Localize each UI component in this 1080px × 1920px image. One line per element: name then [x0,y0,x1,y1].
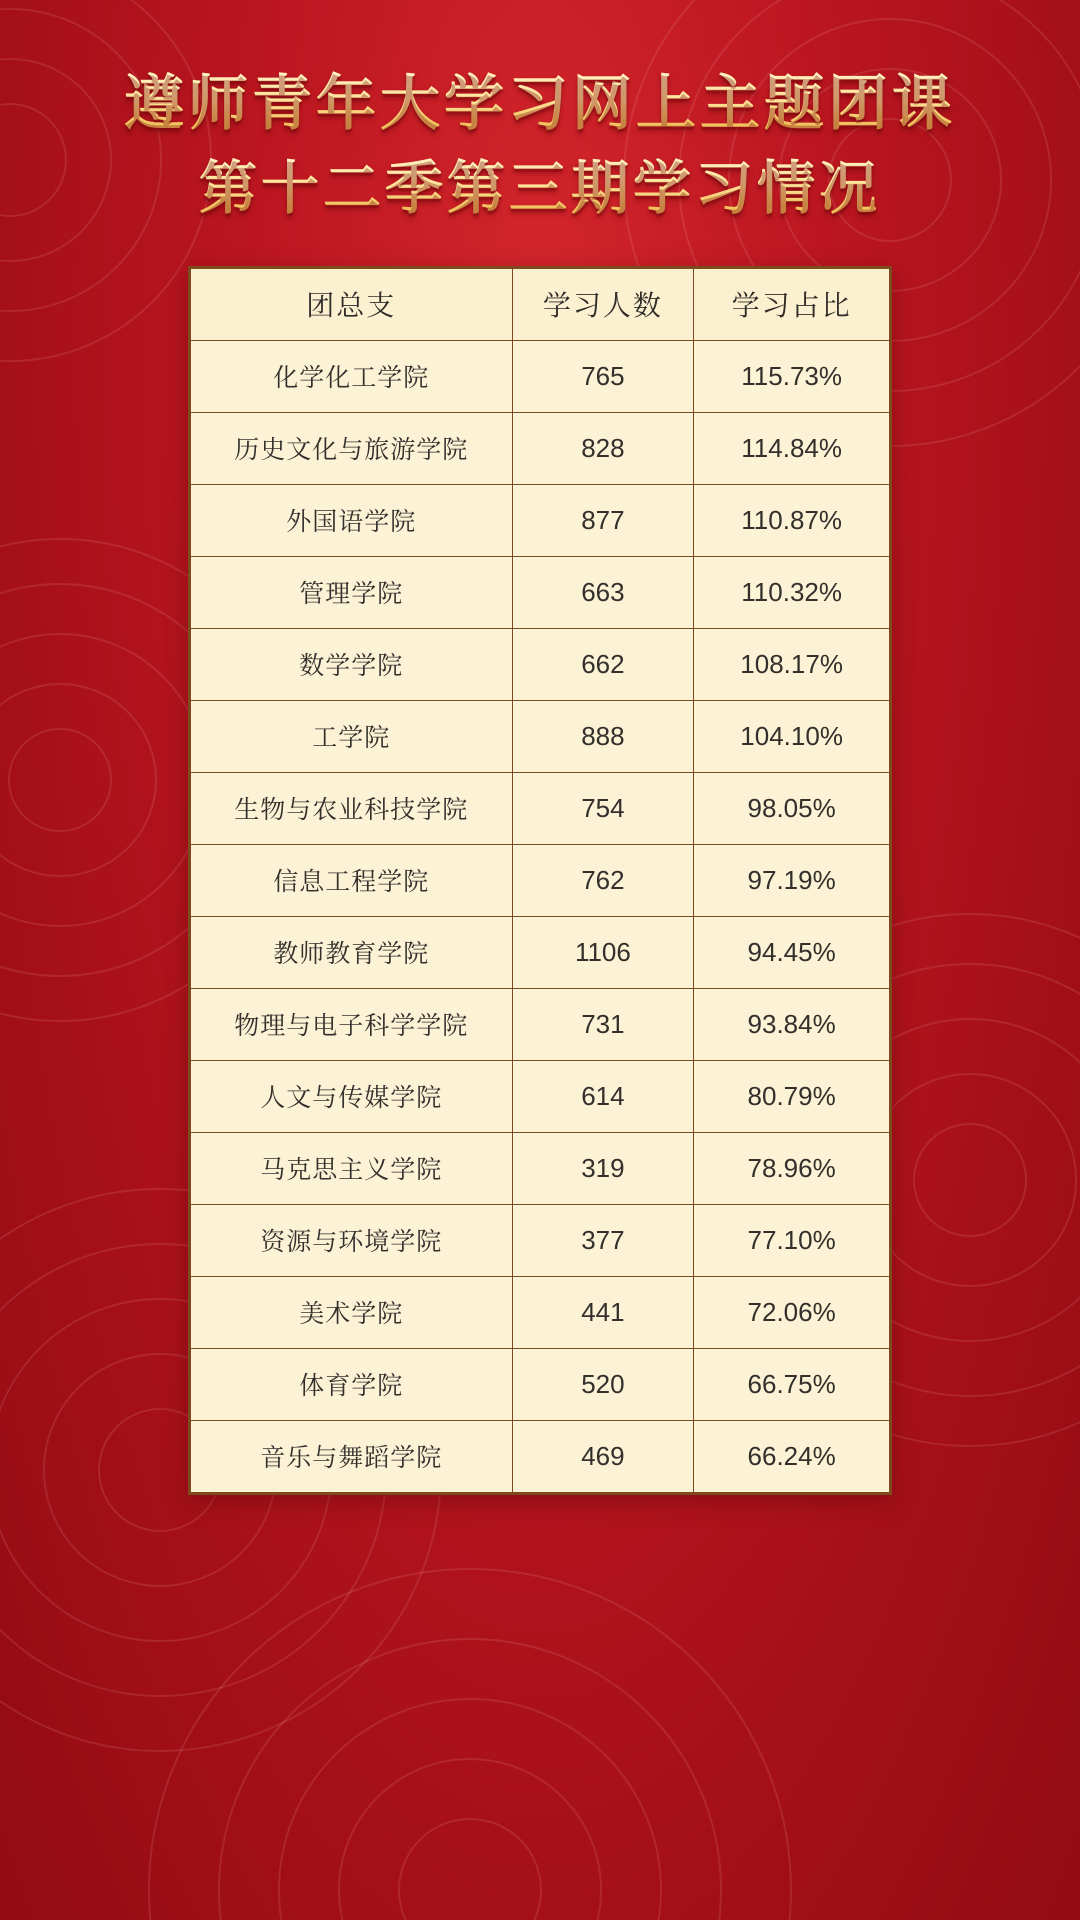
table-header [191,268,890,340]
cell-ratio: 77.10% [694,1204,890,1276]
cell-ratio: 110.87% [694,484,890,556]
cell-count: 762 [512,844,694,916]
table-row [191,1204,890,1276]
stats-table [190,268,890,1493]
cell-org: 物理与电子科学学院 [191,988,513,1060]
cell-org: 体育学院 [191,1348,513,1420]
table-row [191,412,890,484]
cell-org: 教师教育学院 [191,916,513,988]
table-row [191,772,890,844]
cell-count: 731 [512,988,694,1060]
cell-count: 469 [512,1420,694,1492]
cell-count: 441 [512,1276,694,1348]
column-header-count: 学习人数 [512,268,694,340]
table-row [191,484,890,556]
cell-org: 马克思主义学院 [191,1132,513,1204]
title-line-2: 第十二季第三期学习情况 [0,147,1080,229]
cell-ratio: 94.45% [694,916,890,988]
cell-ratio: 72.06% [694,1276,890,1348]
cell-org: 音乐与舞蹈学院 [191,1420,513,1492]
table-header-row [191,268,890,340]
cell-org: 资源与环境学院 [191,1204,513,1276]
cell-ratio: 80.79% [694,1060,890,1132]
table-row [191,340,890,412]
cell-count: 888 [512,700,694,772]
cell-count: 319 [512,1132,694,1204]
cell-count: 754 [512,772,694,844]
table-row [191,1420,890,1492]
table-body [191,340,890,1492]
cell-org: 管理学院 [191,556,513,628]
cell-org: 数学学院 [191,628,513,700]
cell-ratio: 66.24% [694,1420,890,1492]
table-row [191,1276,890,1348]
cell-ratio: 110.32% [694,556,890,628]
cell-org: 信息工程学院 [191,844,513,916]
column-header-org: 团总支 [191,268,513,340]
cell-org: 人文与传媒学院 [191,1060,513,1132]
cell-ratio: 115.73% [694,340,890,412]
table-row [191,1060,890,1132]
poster-title [0,0,1080,230]
cell-ratio: 66.75% [694,1348,890,1420]
cell-org: 工学院 [191,700,513,772]
cell-org: 外国语学院 [191,484,513,556]
cell-ratio: 93.84% [694,988,890,1060]
column-header-ratio: 学习占比 [694,268,890,340]
cell-org: 美术学院 [191,1276,513,1348]
cell-org: 化学化工学院 [191,340,513,412]
table-row [191,1132,890,1204]
cell-ratio: 97.19% [694,844,890,916]
title-line-1: 遵师青年大学习网上主题团课 [0,62,1080,147]
cell-org: 生物与农业科技学院 [191,772,513,844]
table-row [191,556,890,628]
cell-count: 662 [512,628,694,700]
cell-count: 828 [512,412,694,484]
cell-count: 614 [512,1060,694,1132]
table-row [191,628,890,700]
stats-table-container [188,266,892,1495]
cell-ratio: 108.17% [694,628,890,700]
cell-count: 1106 [512,916,694,988]
table-row [191,988,890,1060]
decorative-rings-bottom [120,1540,820,1920]
table-row [191,1348,890,1420]
table-row [191,700,890,772]
cell-count: 877 [512,484,694,556]
cell-ratio: 98.05% [694,772,890,844]
cell-count: 377 [512,1204,694,1276]
table-row [191,916,890,988]
cell-ratio: 78.96% [694,1132,890,1204]
cell-ratio: 114.84% [694,412,890,484]
cell-count: 520 [512,1348,694,1420]
cell-count: 765 [512,340,694,412]
table-row [191,844,890,916]
cell-count: 663 [512,556,694,628]
cell-org: 历史文化与旅游学院 [191,412,513,484]
cell-ratio: 104.10% [694,700,890,772]
